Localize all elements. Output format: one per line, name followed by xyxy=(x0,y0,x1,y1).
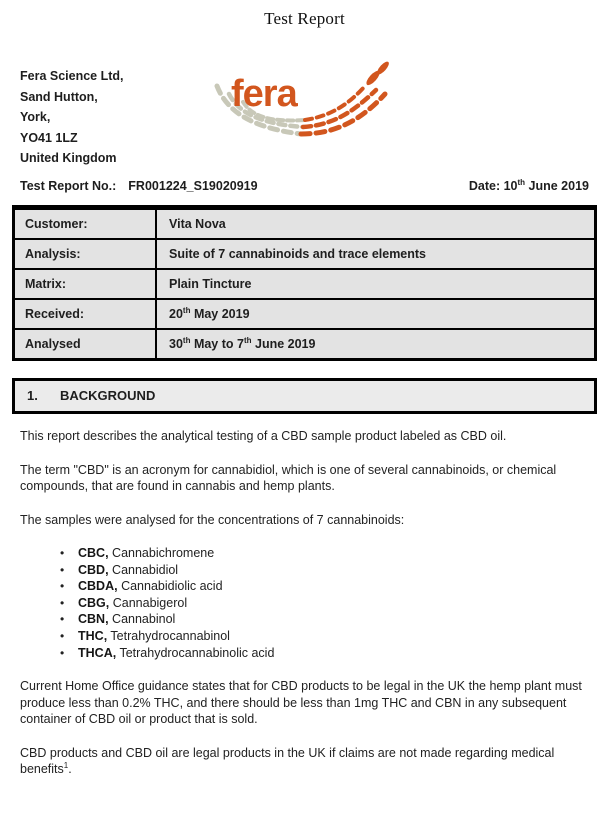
table-row xyxy=(15,238,594,268)
cannabinoid-name: Tetrahydrocannabinol xyxy=(110,628,230,643)
list-item-text xyxy=(78,645,274,662)
cannabinoid-abbr: CBN, xyxy=(78,612,109,627)
section-number: 1. xyxy=(27,388,38,403)
list-item-text xyxy=(78,595,187,612)
cannabinoid-abbr: CBDA, xyxy=(78,579,118,594)
cannabinoid-name: Cannabidiol xyxy=(112,562,179,577)
table-row xyxy=(15,268,594,298)
list-item xyxy=(60,595,591,612)
address-line: United Kingdom xyxy=(20,151,117,165)
row-label: Received: xyxy=(15,300,157,328)
paragraph: Current Home Office guidance states that for CBD products to be legal in the UK the hemp plant must produce less than 0.2% THC, and there should be less than 1mg THC and CBN in any subsequent container of CBD oil or product that is sold. xyxy=(20,679,582,727)
report-number xyxy=(20,179,258,193)
paragraph: This report describes the analytical testing of a CBD sample product labeled as CBD oil. xyxy=(20,429,507,443)
cannabinoid-name: Cannabigerol xyxy=(112,595,188,610)
bullet-icon: • xyxy=(60,628,65,643)
fera-logo-icon xyxy=(213,60,398,144)
cannabinoid-abbr: THCA, xyxy=(78,645,117,660)
table-row xyxy=(15,298,594,328)
fera-logo xyxy=(213,60,398,149)
list-item-text xyxy=(78,562,178,579)
row-value: 20th May 2019 xyxy=(169,305,250,321)
row-label: Analysis: xyxy=(15,240,157,268)
row-label: Matrix: xyxy=(15,270,157,298)
paragraph: The term "CBD" is an acronym for cannabidiol, which is one of several cannabinoids, or chemical compounds, that are found in cannabis and hemp plants. xyxy=(20,462,557,493)
bullet-icon: • xyxy=(60,595,65,610)
cannabinoid-name: Cannabichromene xyxy=(112,546,215,560)
row-label: Analysed xyxy=(15,330,157,358)
row-label: Customer: xyxy=(15,210,157,238)
fera-wordmark: fera xyxy=(231,73,297,115)
row-value: Suite of 7 cannabinoids and trace elements xyxy=(169,247,427,261)
report-number-label: Test Report No.: xyxy=(20,179,117,193)
row-value: Plain Tincture xyxy=(169,277,252,291)
report-meta-row xyxy=(20,179,589,193)
cannabinoid-abbr: CBC, xyxy=(78,546,109,560)
row-value: Vita Nova xyxy=(169,217,226,231)
background-section-body xyxy=(20,428,591,795)
section-header-background xyxy=(12,378,597,414)
list-item xyxy=(60,578,591,595)
table-row xyxy=(15,208,594,238)
cannabinoid-abbr: CBG, xyxy=(78,595,110,610)
address-line: York, xyxy=(20,110,51,124)
company-address xyxy=(20,66,124,169)
list-item xyxy=(60,645,591,662)
bullet-icon: • xyxy=(60,645,65,660)
list-item-text xyxy=(78,578,223,595)
paragraph: The samples were analysed for the concentrations of 7 cannabinoids: xyxy=(20,512,405,527)
paragraph: CBD products and CBD oil are legal products in the UK if claims are not made regarding medical benefits$^1$. xyxy=(20,745,555,777)
page-title: Test Report xyxy=(264,9,345,28)
list-item xyxy=(60,611,591,628)
cannabinoid-abbr: THC, xyxy=(78,628,108,643)
bullet-icon: • xyxy=(60,612,65,627)
address-line: Fera Science Ltd, xyxy=(20,69,124,83)
table-row xyxy=(15,328,594,358)
report-date: Date: 10th June 2019 xyxy=(468,177,589,193)
address-line: YO41 1LZ xyxy=(20,130,78,145)
cannabinoid-list xyxy=(20,545,591,661)
list-item-text xyxy=(78,545,214,562)
address-line: Sand Hutton, xyxy=(20,89,98,104)
bullet-icon: • xyxy=(60,546,65,560)
list-item xyxy=(60,545,591,562)
bullet-icon: • xyxy=(60,562,65,577)
summary-table xyxy=(12,205,597,361)
report-number-value: FR001224_S19020919 xyxy=(128,179,258,193)
section-title: BACKGROUND xyxy=(60,388,156,403)
list-item xyxy=(60,562,591,579)
cannabinoid-abbr: CBD, xyxy=(78,562,109,577)
bullet-icon: • xyxy=(60,579,65,594)
cannabinoid-name: Tetrahydrocannabinolic acid xyxy=(119,645,275,660)
intro-paragraphs xyxy=(20,428,591,528)
list-item-text xyxy=(78,628,230,645)
list-item-text xyxy=(78,611,175,628)
cannabinoid-name: Cannabinol xyxy=(112,612,176,627)
row-value: 30th May to 7th June 2019 xyxy=(169,335,316,351)
closing-paragraphs xyxy=(20,678,591,778)
list-item xyxy=(60,628,591,645)
cannabinoid-name: Cannabidiolic acid xyxy=(121,579,223,594)
